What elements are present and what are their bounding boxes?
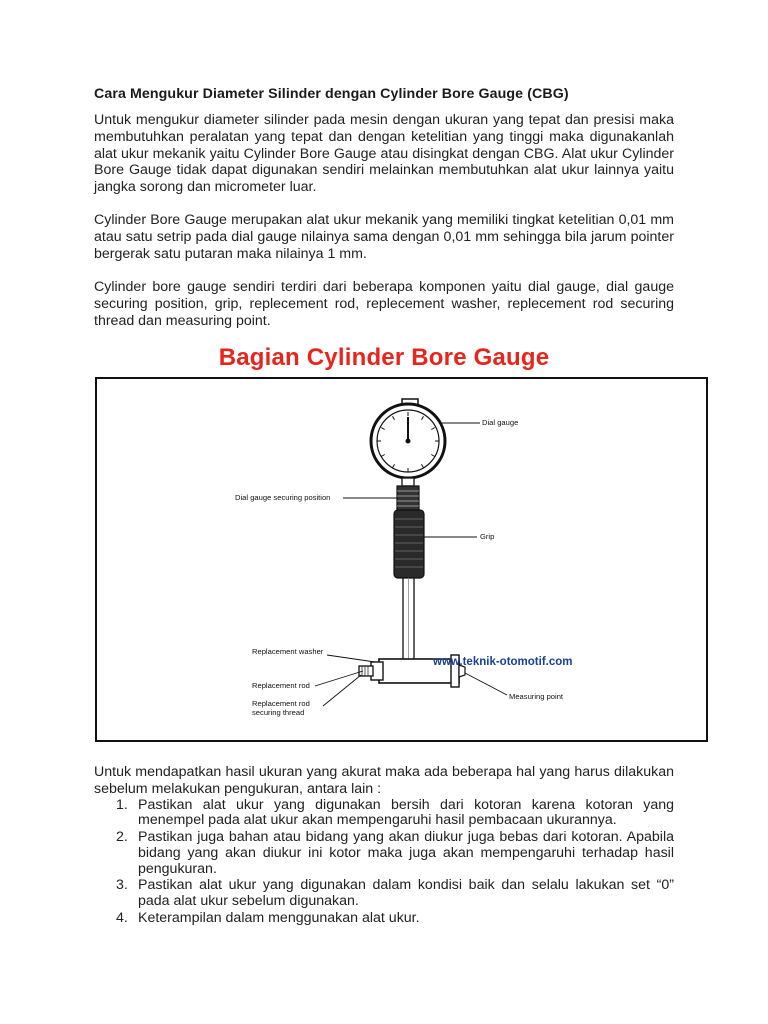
paragraph-intro: Untuk mengukur diameter silinder pada mesin dengan ukuran yang tepat dan presisi maka membutuhkan peralatan yang tepat dan dengan ketelitian yang tinggi maka digunakanlah alat ukur mekanik yaitu Cylinder Bore Gauge atau disingkat dengan CBG. Alat ukur Cylinder Bore Gauge tidak dapat digunakan sendiri melainkan membutuhkan alat ukur lainnya yaitu jangka sorong dan micrometer luar.	[94, 112, 674, 196]
document-title: Cara Mengukur Diameter Silinder dengan Cylinder Bore Gauge (CBG)	[94, 86, 569, 102]
label-grip: Grip	[480, 532, 495, 541]
label-thread-line1: Replacement rod	[252, 699, 310, 708]
securing-collar	[397, 486, 419, 510]
paragraph-precision: Cylinder Bore Gauge merupakan alat ukur mekanik yang memiliki tingkat ketelitian 0,01 mm atau satu setrip pada dial gauge nilainya sama dengan 0,01 mm sehingga bila jarum pointer bergerak satu putaran maka nilainya 1 mm.	[94, 212, 674, 263]
list-item: 1. Pastikan alat ukur yang digunakan bersih dari kotoran karena kotoran yang menempel pada alat ukur akan mempengaruhi hasil pembacaan ukurannya.	[116, 796, 674, 829]
grip-body	[394, 510, 424, 578]
steps-list	[94, 798, 674, 927]
list-item: 3. Pastikan alat ukur yang digunakan dalam kondisi baik dan selalu lakukan set “0” pada alat ukur sebelum digunakan.	[116, 877, 674, 909]
bore-gauge-diagram	[97, 379, 706, 740]
label-dial-gauge: Dial gauge	[482, 418, 519, 427]
steps-section	[94, 764, 674, 927]
label-thread-line2: securing thread	[252, 708, 305, 717]
paragraph-steps-intro: Untuk mendapatkan hasil ukuran yang akurat maka ada beberapa hal yang harus dilakukan sebelum melakukan pengukuran, antara lain :	[94, 764, 674, 797]
label-measuring-point: Measuring point	[509, 692, 564, 701]
cylinder-bore-gauge-figure	[95, 377, 708, 742]
dial-neck	[402, 478, 414, 486]
replacement-rod	[359, 666, 373, 676]
label-replacement-rod: Replacement rod	[252, 681, 310, 690]
list-item: 2. Pastikan juga bahan atau bidang yang akan diukur juga bebas dari kotoran. Apabila bidang yang akan diukur ini kotor maka juga akan mempengaruhi terhadap hasil pengukuran.	[116, 828, 674, 877]
dial-pivot	[406, 439, 411, 444]
watermark-url: www.teknik-otomotif.com	[433, 656, 573, 668]
label-securing-position: Dial gauge securing position	[235, 493, 331, 502]
list-item: 4. Keterampilan dalam menggunakan alat ukur.	[116, 909, 420, 926]
paragraph-components: Cylinder bore gauge sendiri terdiri dari beberapa komponen yaitu dial gauge, dial gauge securing position, grip, replecement rod, replecement washer, replecement rod securing thread dan measuring point.	[94, 279, 674, 329]
label-replacement-washer: Replacement washer	[252, 647, 324, 656]
figure-title: Bagian Cylinder Bore Gauge	[218, 344, 550, 371]
document-body	[94, 86, 674, 330]
